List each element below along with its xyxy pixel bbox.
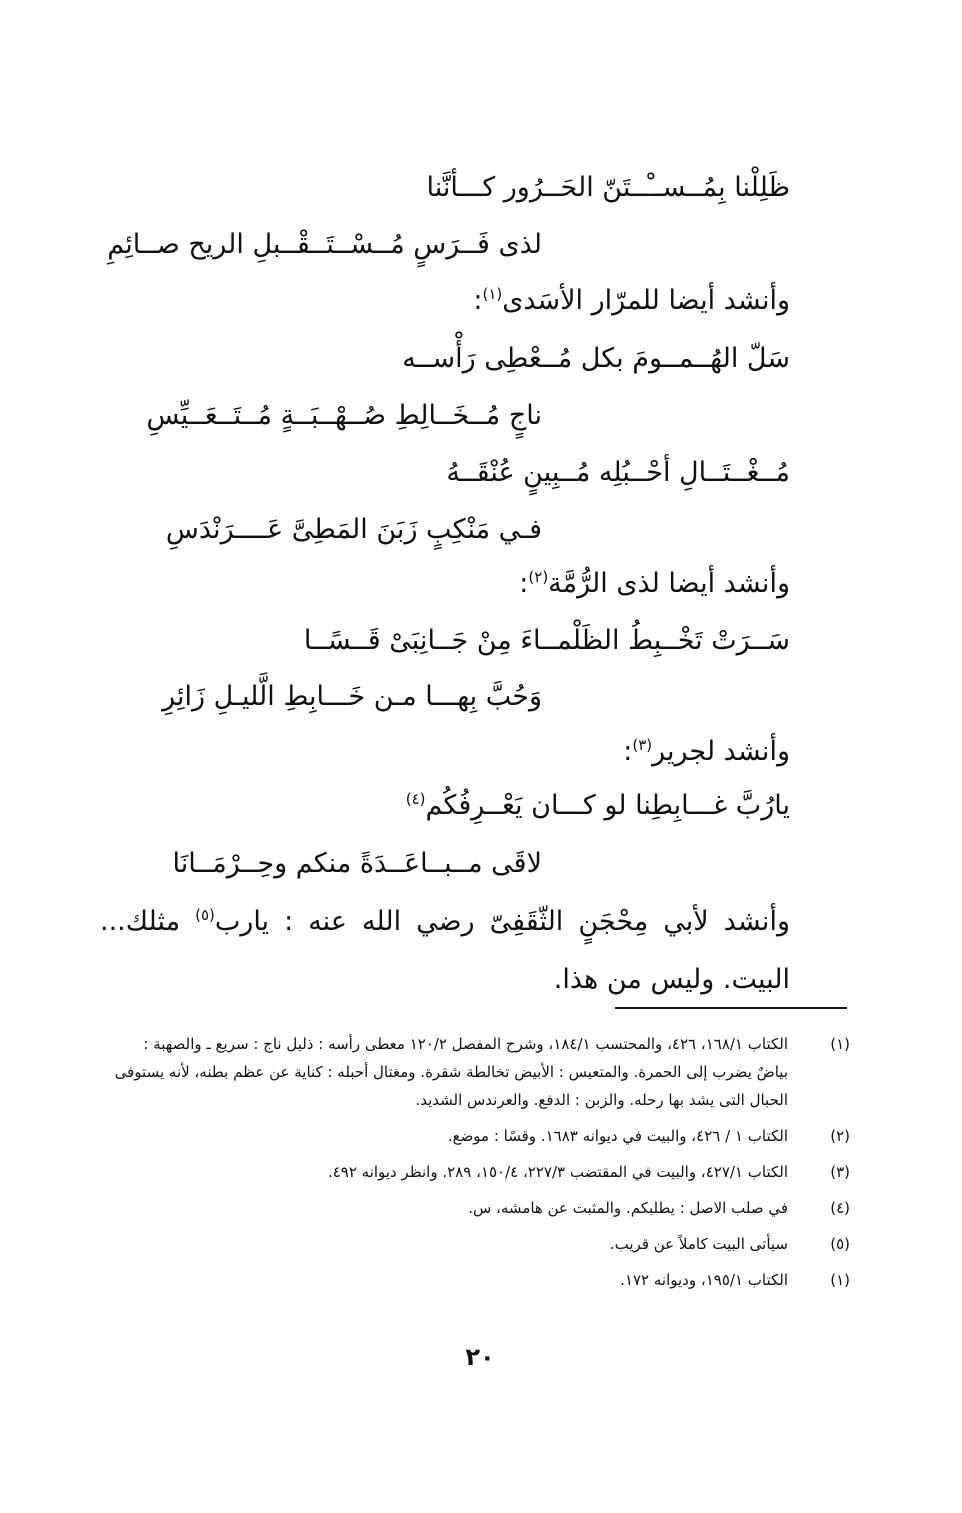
footnote-ref: (٣) bbox=[632, 736, 653, 754]
footnote-number: (٤) bbox=[830, 1199, 850, 1217]
verse-2-hemistich-2: ناجٍ مُــخَــالِطِ صُــهْــبَــةٍ مُــتَــعَــيِّسِ bbox=[146, 400, 542, 431]
footnote-separator bbox=[615, 1007, 847, 1009]
verse-1-hemistich-2: لذى فَــرَسٍ مُــسْــتَــقْــبلِ الريح صــائِمِ bbox=[107, 229, 542, 260]
intro-line-3 bbox=[519, 564, 790, 604]
intro-text: وأنشد أيضا لذى الرُّمَّة bbox=[548, 568, 790, 599]
footnote-ref: (٤) bbox=[405, 790, 426, 808]
verse-1-hemistich-1: ظَلِلْنا بِمُــســْــتَنّ الحَــرُور كـــأنَّنا bbox=[426, 172, 790, 203]
intro-text: وأنشد أيضا للمرّار الأسَدى bbox=[502, 285, 790, 316]
footnote-number: (٣) bbox=[830, 1163, 850, 1181]
verse-5-hemistich-1 bbox=[406, 786, 790, 826]
footnote bbox=[110, 1194, 850, 1222]
prose-paragraph bbox=[100, 893, 790, 1009]
verse-4-hemistich-1: سَــرَتْ تَخْــبِطُ الظَلْمــاءَ مِنْ جَــانِبَىْ قَــسًــا bbox=[303, 625, 790, 656]
footnote-number: (٢) bbox=[830, 1127, 850, 1145]
verse-3-hemistich-2: فـي مَنْكِبٍ زَبَنَ المَطِىَّ عَــــرَنْدَسِ bbox=[165, 514, 542, 545]
footnote-ref: (٢) bbox=[528, 568, 549, 586]
intro-colon: : bbox=[519, 568, 529, 599]
footnote-text: الكتاب ١٩٥/١، وديوانه ١٧٢. bbox=[620, 1271, 788, 1289]
footnote bbox=[110, 1266, 850, 1294]
footnote-text: الكتاب ١٦٨/١، ٤٢٦، والمحتسب ١٨٤/١، وشرح المفصل ١٢٠/٢ معطى رأسه : ذليل ناج : سريع ـ والصهبة : بياضٌ يضرب إلى الحمرة. والمتعيس : الأبيض تخالطة شقرة. ومغتال أحبله : كناية عن عظم بطنه، لأنه يستوفى الحبال التى يشد بها رحله. والزبن : الدفع. والعرندس الشديد. bbox=[114, 1035, 788, 1109]
footnote-number: (١) bbox=[830, 1271, 850, 1289]
footnote-number: (٥) bbox=[830, 1235, 850, 1253]
intro-line-2 bbox=[473, 281, 790, 321]
verse-4-hemistich-2: وَحُبَّ بِهـــا مـن خَـــابِطِ الَّليـلِ زَائِرِ bbox=[162, 681, 542, 712]
intro-text: وأنشد لجرير bbox=[652, 736, 790, 767]
verse-3-hemistich-1: مُــغْــتَــالِ أحْــبُلِه مُــبِينٍ عُنْقَــهُ bbox=[446, 457, 790, 488]
intro-colon: : bbox=[473, 285, 483, 316]
footnote bbox=[110, 1030, 850, 1114]
footnotes bbox=[110, 1030, 850, 1302]
verse-5-hemistich-2: لاقَى مــبــاعَــدَةً منكم وحِــرْمَــانَا bbox=[172, 848, 542, 879]
footnote-number: (١) bbox=[830, 1035, 850, 1053]
footnote-ref: (١) bbox=[482, 285, 503, 303]
intro-colon: : bbox=[623, 736, 633, 767]
footnote-text: سيأتى البيت كاملاً عن قريب. bbox=[609, 1235, 788, 1253]
footnote-text: الكتاب ١ / ٤٢٦، والبيت في ديوانه ١٦٨٣. وقسًا : موضع. bbox=[447, 1127, 788, 1145]
footnote bbox=[110, 1122, 850, 1150]
page-number: ٢٠ bbox=[465, 1343, 495, 1371]
footnote-ref: (٥) bbox=[195, 906, 215, 924]
prose-part-2: مثلك... البيت. وليس من هذا. bbox=[100, 906, 790, 995]
footnote-text: الكتاب ٤٢٧/١، والبيت في المقتضب ٢٢٧/٣، ١٥٠/٤، ٢٨٩. وانظر ديوانه ٤٩٢. bbox=[327, 1163, 788, 1181]
footnote-text: في صلب الاصل : يطلبكم. والمثبت عن هامشه، س. bbox=[468, 1199, 788, 1217]
verse-2-hemistich-1: سَلّ الهُــمــومَ بكل مُــعْطِى رَأْســه bbox=[402, 343, 790, 374]
prose-part-1: وأنشد لأبي مِحْجَنٍ الثّقَفِىّ رضي الله عنه : يارب bbox=[214, 906, 790, 937]
hemistich-text: يارُبَّ غـــابِطِنا لو كـــان يَعْــرِفُكُم bbox=[425, 790, 790, 821]
footnote bbox=[110, 1158, 850, 1186]
intro-line-4 bbox=[623, 732, 790, 772]
footnote bbox=[110, 1230, 850, 1258]
